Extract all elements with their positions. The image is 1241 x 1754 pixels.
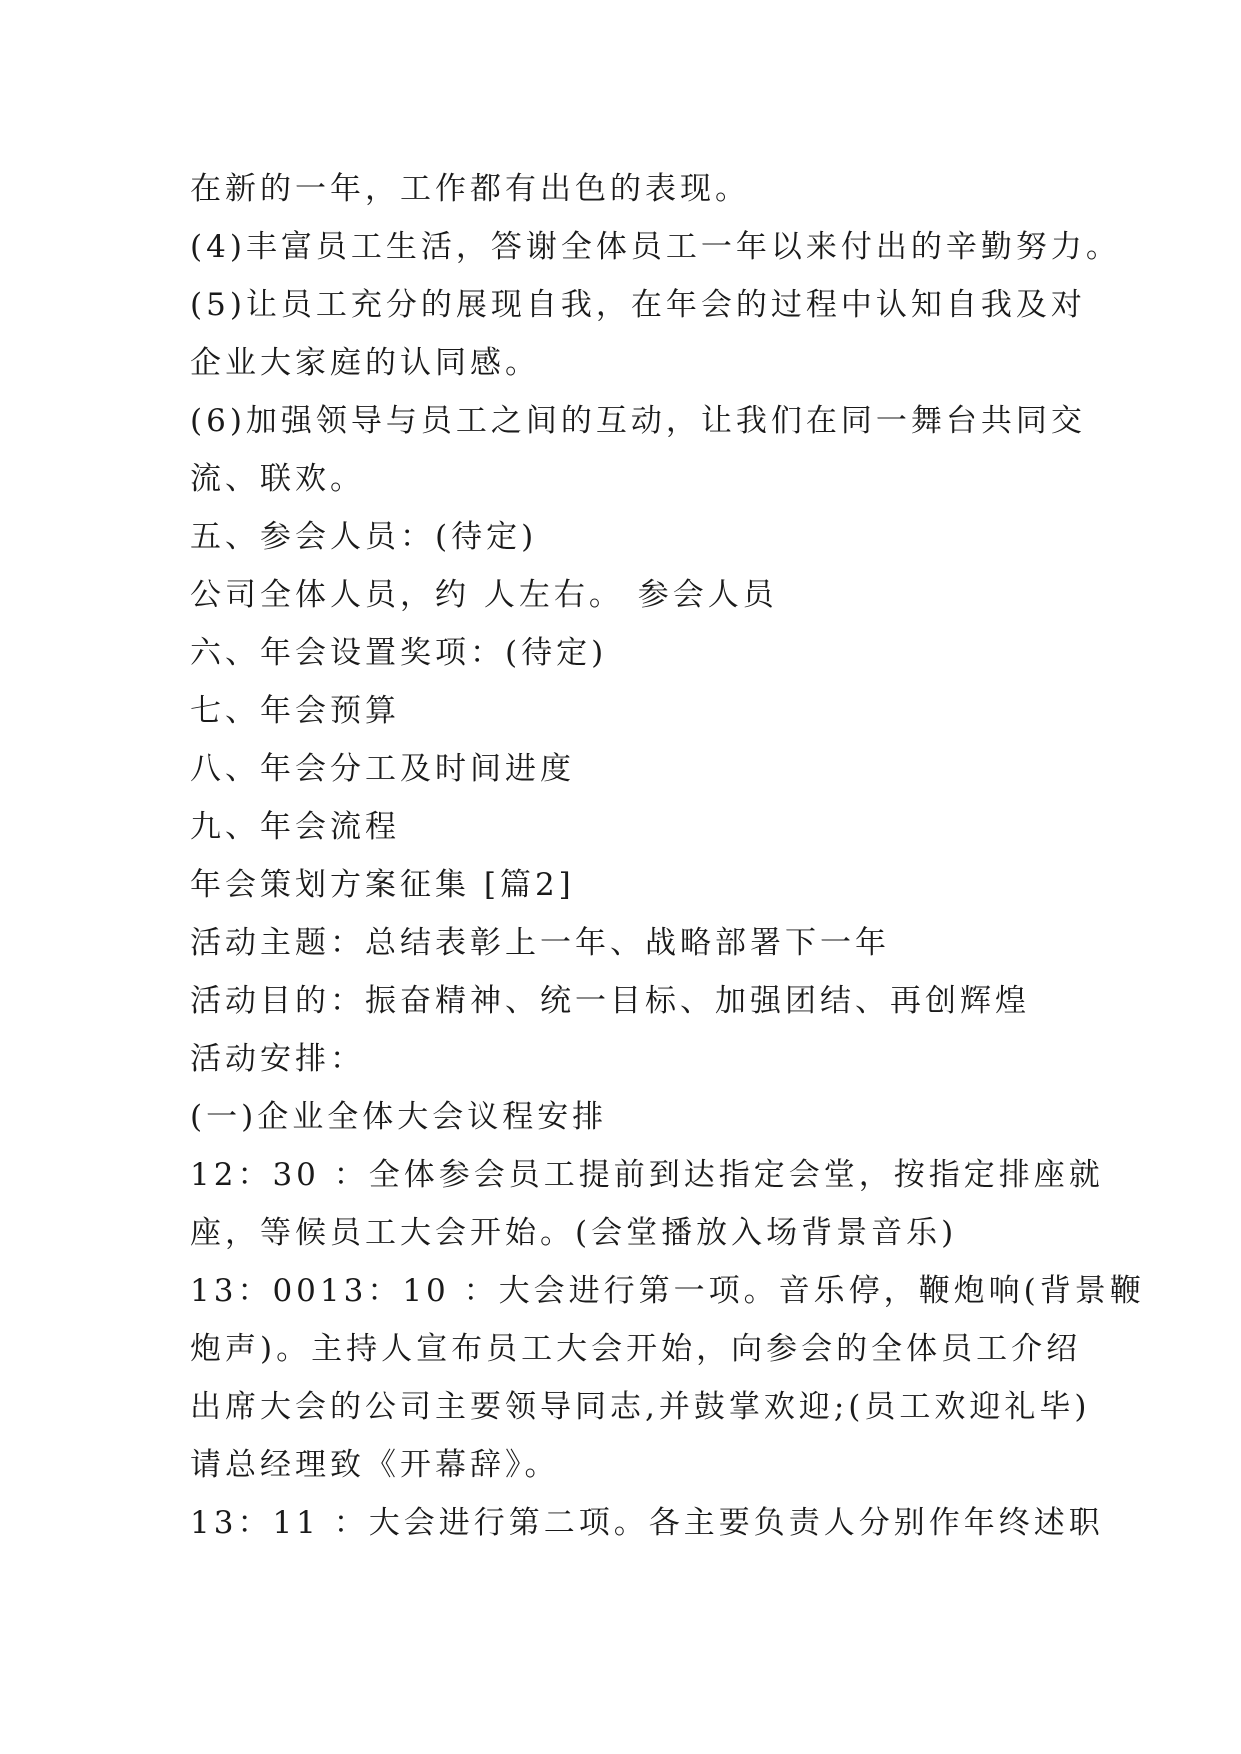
section-heading: 八、年会分工及时间进度 [190,751,575,787]
text-line: 12：30 ：全体参会员工提前到达指定会堂，按指定排座就 [190,1157,1104,1193]
section-heading: 五、参会人员：(待定) [190,519,538,555]
text-line: 活动主题：总结表彰上一年、战略部署下一年 [190,925,890,961]
text-line: 公司全体人员，约 人左右。 参会人员 [190,577,778,613]
section-heading: 九、年会流程 [190,809,400,845]
text-line: 13：0013：10 ：大会进行第一项。音乐停，鞭炮响(背景鞭 [190,1273,1145,1309]
article-title: 年会策划方案征集 [篇2] [190,867,575,903]
text-line: 在新的一年，工作都有出色的表现。 [190,171,750,207]
text-line: 座，等候员工大会开始。(会堂播放入场背景音乐) [190,1215,958,1251]
text-line: 流、联欢。 [190,461,365,497]
text-line: 活动安排： [190,1041,365,1077]
text-line: (4)丰富员工生活，答谢全体员工一年以来付出的辛勤努力。 [190,229,1121,265]
text-line: 请总经理致《开幕辞》。 [190,1447,560,1483]
text-line: 炮声)。主持人宣布员工大会开始，向参会的全体员工介绍 [190,1331,1082,1367]
text-line: 出席大会的公司主要领导同志,并鼓掌欢迎;(员工欢迎礼毕) [190,1389,1091,1425]
document-body [190,160,1145,1552]
text-line: 13：11 ：大会进行第二项。各主要负责人分别作年终述职 [190,1505,1104,1541]
text-line: 活动目的：振奋精神、统一目标、加强团结、再创辉煌 [190,983,1030,1019]
subsection-heading: (一)企业全体大会议程安排 [190,1099,608,1135]
text-line: (5)让员工充分的展现自我，在年会的过程中认知自我及对 [190,287,1086,323]
text-line: 企业大家庭的认同感。 [190,345,540,381]
text-line: (6)加强领导与员工之间的互动，让我们在同一舞台共同交 [190,403,1086,439]
section-heading: 七、年会预算 [190,693,400,729]
section-heading: 六、年会设置奖项：(待定) [190,635,608,671]
